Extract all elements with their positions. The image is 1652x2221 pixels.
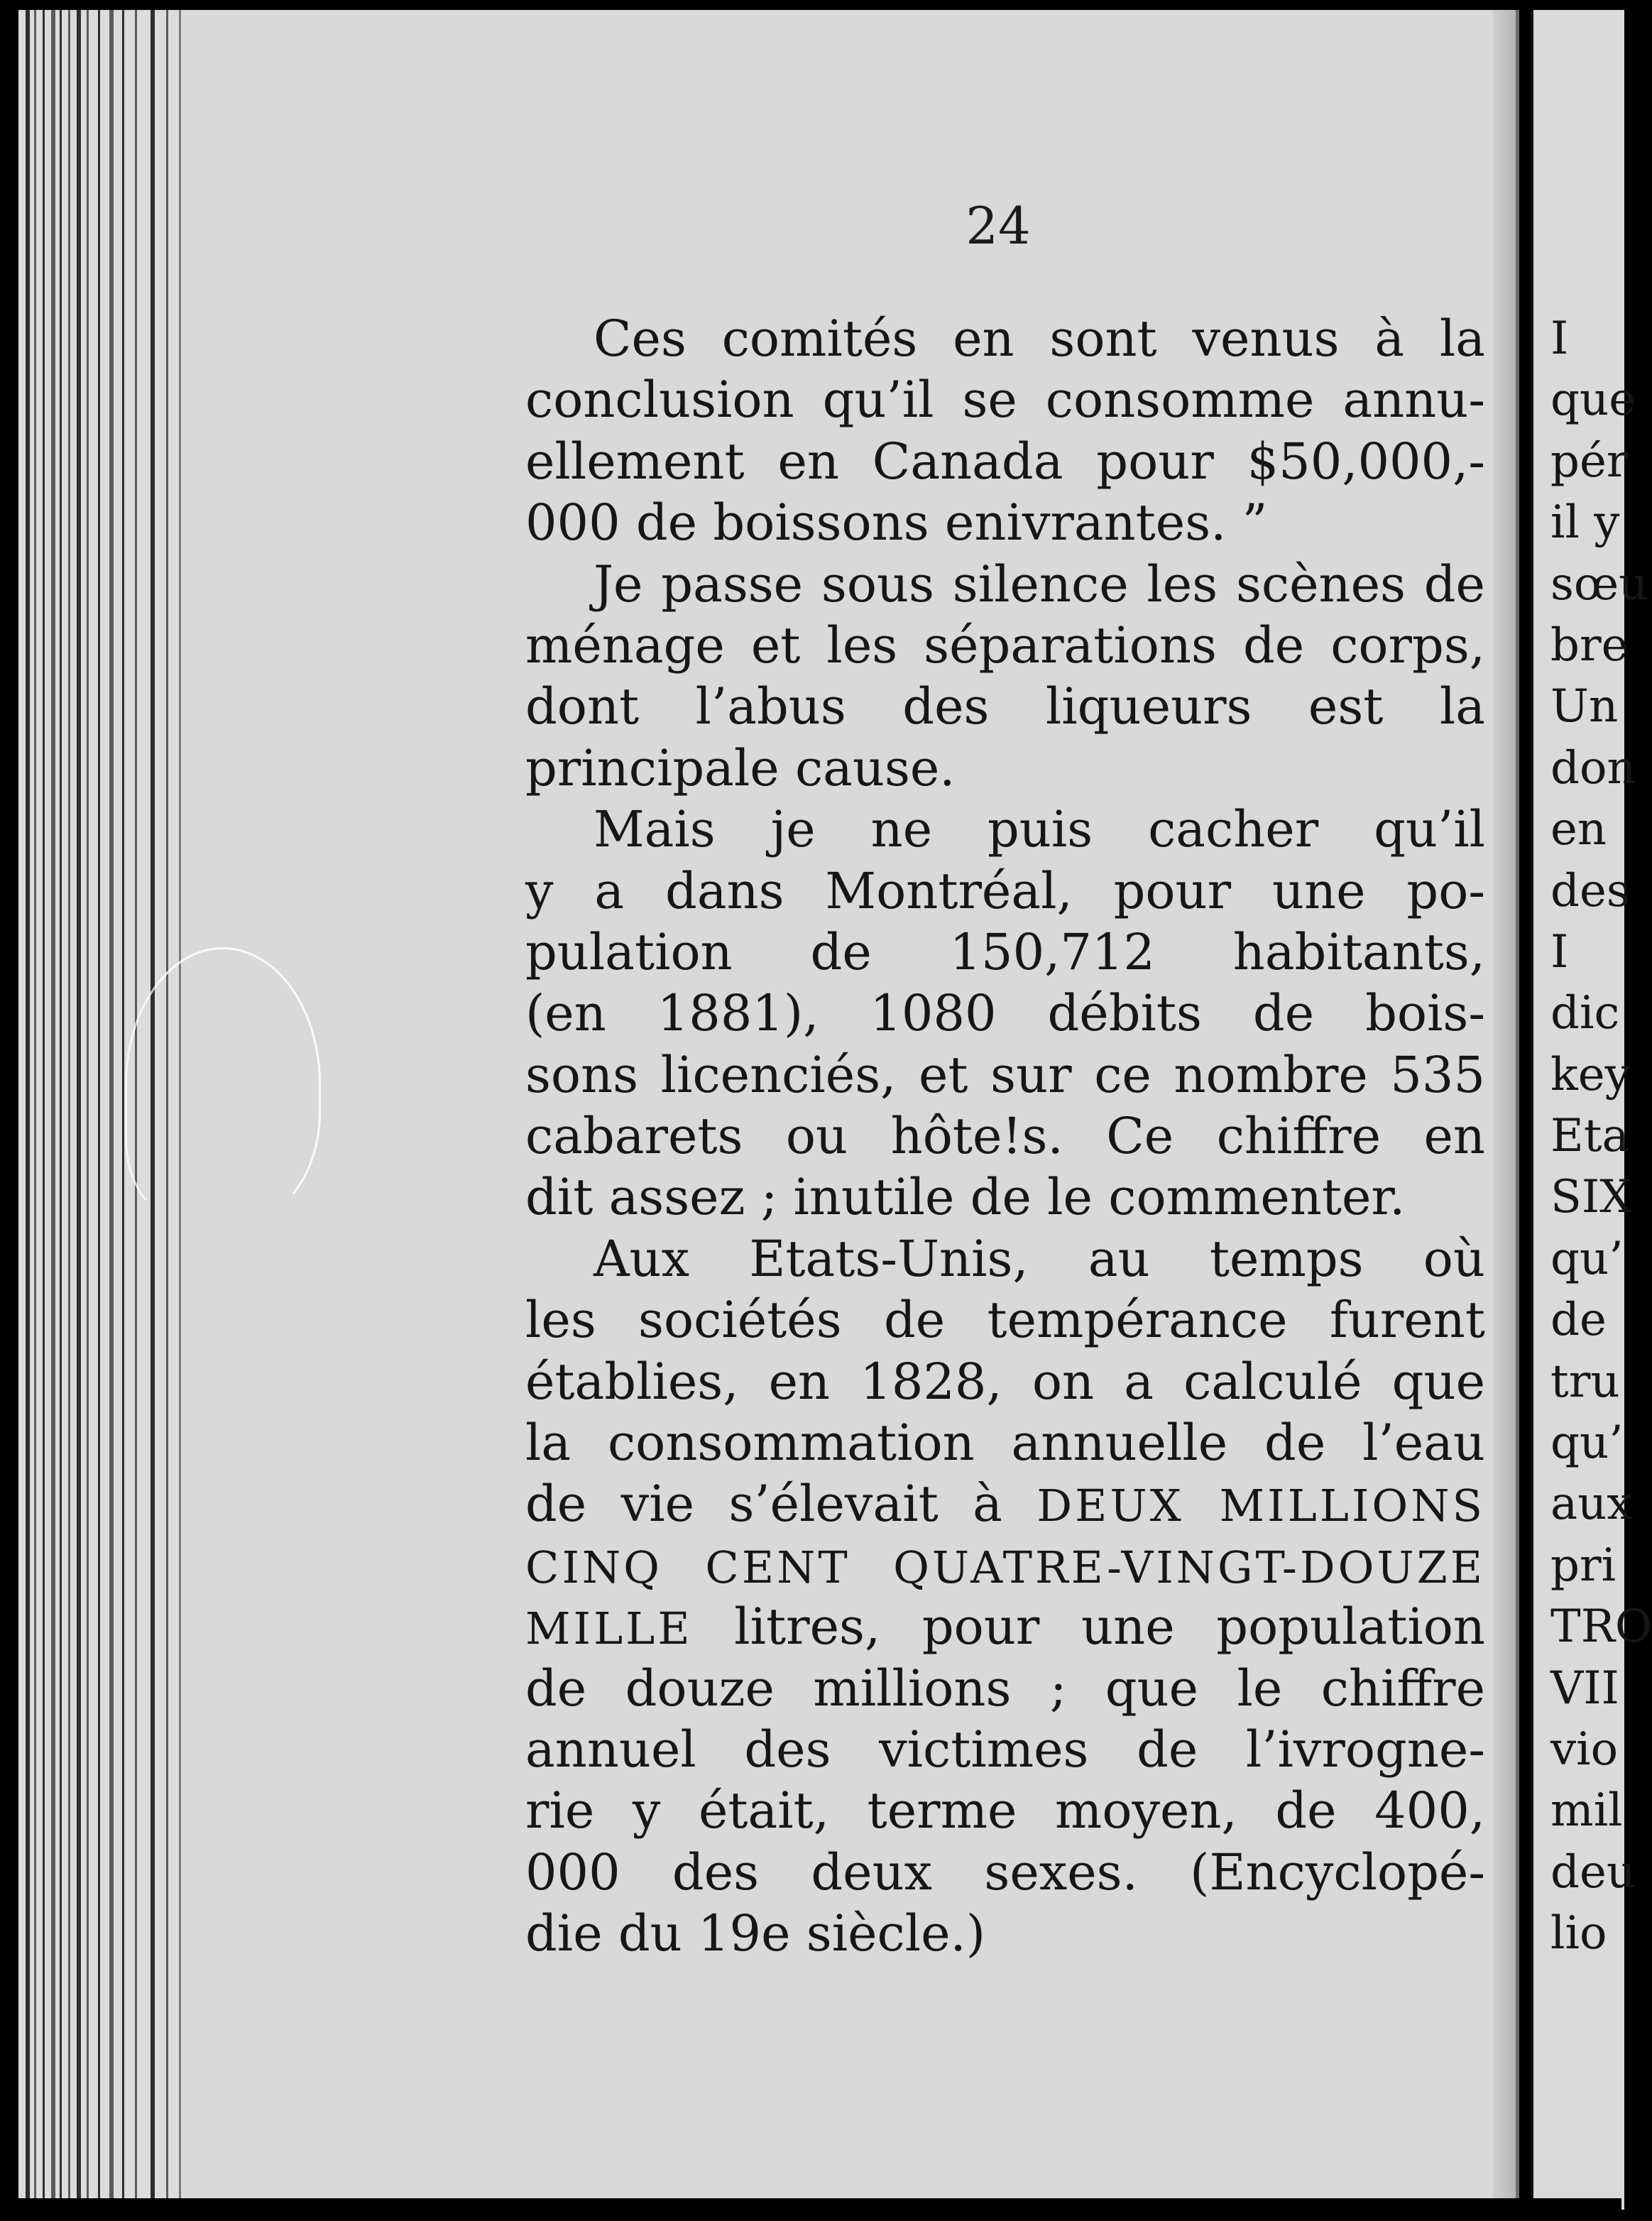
line-text: Aux Etats-Unis, au temps où (593, 1229, 1485, 1288)
right-page-text (1550, 308, 1652, 1965)
line-text: rie y était, terme moyen, de 400, (525, 1781, 1485, 1840)
scan-bottom-border (0, 2198, 1621, 2221)
text-line (525, 1473, 1485, 1534)
text-line (525, 431, 1485, 492)
line-text: dont l’abus des liqueurs est la (525, 677, 1485, 736)
line-text: principale cause. (525, 738, 956, 797)
fragment-line: SIX (1550, 1171, 1632, 1224)
text-line (525, 1658, 1485, 1719)
text-line (525, 1412, 1485, 1473)
text-line (525, 1535, 1485, 1596)
fragment-line: Un (1550, 680, 1619, 733)
fragment-line: vio (1550, 1723, 1619, 1776)
page-gutter (1493, 10, 1516, 2198)
text-line (525, 1044, 1485, 1106)
line-text: (en 1881), 1080 débits de bois- (525, 984, 1485, 1043)
text-line (525, 922, 1485, 983)
fragment-line: pri (1550, 1539, 1617, 1592)
line-text: litres, pour une population (734, 1598, 1485, 1657)
fragment-line: bre (1550, 618, 1629, 672)
line-text: la consommation annuelle de l’eau (525, 1414, 1485, 1473)
left-page (18, 10, 1518, 2198)
text-line (525, 1596, 1485, 1657)
fragment-line: il y (1550, 496, 1620, 550)
line-text: annuel des victimes de l’ivrogne- (525, 1720, 1485, 1779)
fragment-line: en (1550, 803, 1607, 856)
text-line (525, 983, 1485, 1044)
text-line (525, 554, 1485, 615)
line-text: y a dans Montréal, pour une po- (525, 861, 1485, 920)
fragment-line: des (1550, 864, 1630, 917)
fragment-line: lio (1550, 1907, 1607, 1960)
line-text: établies, en 1828, on a calculé que (525, 1352, 1485, 1411)
line-text: conclusion qu’il se consomme annu- (525, 371, 1485, 430)
text-line (525, 615, 1485, 676)
text-line (525, 1106, 1485, 1167)
text-line (525, 1167, 1485, 1228)
line-text: de douze millions ; que le chiffre (525, 1659, 1485, 1718)
line-text: dit assez ; inutile de le commenter. (525, 1168, 1406, 1227)
page-number: 24 (966, 196, 1031, 256)
small-caps-text: MILLE (525, 1603, 693, 1655)
line-text: pulation de 150,712 habitants, (525, 922, 1485, 981)
line-text: cabarets ou hôte!s. Ce chiffre en (525, 1107, 1485, 1166)
fragment-line: I (1550, 312, 1569, 365)
stray-hair-mark (125, 947, 321, 1221)
text-line (525, 738, 1485, 799)
line-text: die du 19e siècle.) (525, 1904, 986, 1963)
line-text: sons licenciés, et sur ce nombre 535 (525, 1045, 1485, 1104)
fragment-line: que (1550, 373, 1636, 427)
line-text: 000 de boissons enivrantes. ” (525, 493, 1268, 552)
fragment-line: I (1550, 925, 1569, 978)
fragment-line: Eta (1550, 1110, 1629, 1163)
fragment-line: de (1550, 1294, 1607, 1347)
text-line (525, 799, 1485, 860)
fragment-line: deu (1550, 1845, 1636, 1899)
line-text: ménage et les séparations de corps, (525, 616, 1485, 675)
text-line (525, 1228, 1485, 1289)
fragment-line: TRO (1550, 1600, 1652, 1654)
line-text: Je passe sous silence les scènes de (593, 555, 1485, 613)
fragment-line: dic (1550, 987, 1620, 1040)
fragment-line: don (1550, 741, 1636, 795)
text-line (525, 861, 1485, 922)
small-caps-text: DEUX MILLIONS (1036, 1480, 1485, 1532)
text-line (525, 492, 1485, 553)
text-line (525, 676, 1485, 737)
text-line (525, 369, 1485, 430)
fragment-line: VII (1550, 1661, 1619, 1715)
line-text: 000 des deux sexes. (Encyclopé- (525, 1843, 1485, 1901)
text-line (525, 1780, 1485, 1841)
fragment-line: qu’ (1550, 1232, 1624, 1285)
fragment-line: qu’ (1550, 1417, 1624, 1470)
small-caps-text: CINQ CENT QUATRE-VINGT-DOUZE (525, 1541, 1485, 1593)
line-text: les sociétés de tempérance furent (525, 1291, 1485, 1350)
text-line (525, 1719, 1485, 1780)
line-text: Mais je ne puis cacher qu’il (593, 800, 1485, 859)
line-text: ellement en Canada pour $50,000,- (525, 432, 1485, 491)
text-line (525, 1351, 1485, 1412)
text-line (525, 1903, 1485, 1964)
right-page-fragment (1531, 10, 1652, 2210)
fragment-line: key (1550, 1048, 1631, 1101)
fragment-line: pér (1550, 435, 1629, 488)
main-text-block (525, 308, 1485, 1965)
fragment-line: mil (1550, 1784, 1623, 1838)
text-line (525, 308, 1485, 369)
fragment-line: aux (1550, 1478, 1633, 1531)
fragment-line: tru (1550, 1355, 1620, 1408)
text-line (525, 1289, 1485, 1350)
line-text: Ces comités en sont venus à la (593, 310, 1485, 368)
fragment-line: sœu (1550, 557, 1648, 611)
line-text: de vie s’élevait à (525, 1475, 1002, 1534)
text-line (525, 1842, 1485, 1903)
